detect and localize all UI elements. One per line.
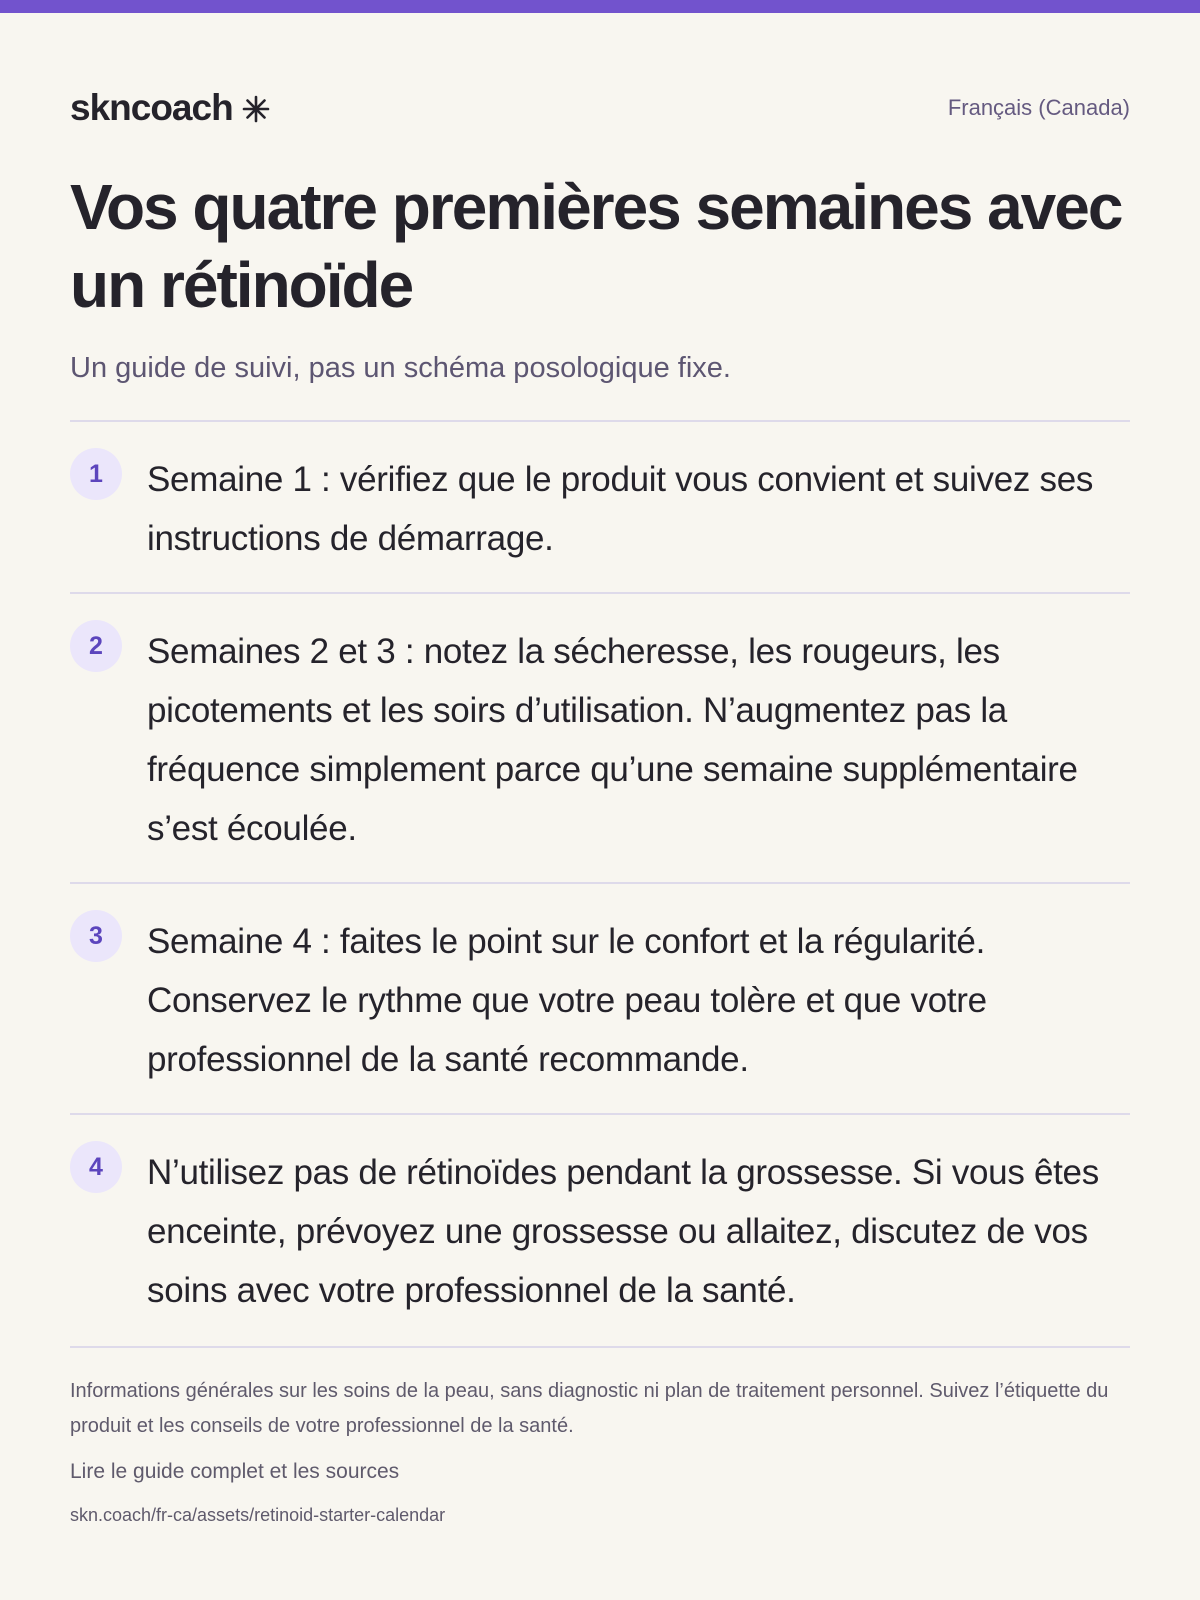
asset-url: skn.coach/fr-ca/assets/retinoid-starter-calendar	[70, 1505, 446, 1525]
step-number-badge: 2	[70, 620, 122, 672]
divider	[70, 420, 1130, 422]
language-selector[interactable]: Français (Canada)	[947, 95, 1130, 120]
step-number-badge: 3	[70, 910, 122, 962]
divider	[70, 1113, 1130, 1115]
step-text: Semaines 2 et 3 : notez la sécheresse, les rougeurs, les picotements et les soirs d’utilisation. N’augmentez pas la fréquence simplement parce qu’une semaine supplémentaire s’est écoulée.	[147, 632, 1078, 848]
disclaimer-text: Informations générales sur les soins de la peau, sans diagnostic ni plan de traitement personnel. Suivez l’étiquette du produit et les conseils de votre professionnel de la santé.	[70, 1380, 1109, 1437]
step-text: N’utilisez pas de rétinoïdes pendant la grossesse. Si vous êtes enceinte, prévoyez une grossesse ou allaitez, discutez de vos soins avec votre professionnel de la santé.	[147, 1153, 1099, 1310]
brand-logo[interactable]	[70, 84, 271, 132]
step-number-badge: 4	[70, 1141, 122, 1193]
top-accent-bar	[0, 0, 1200, 13]
step-number-badge: 1	[70, 448, 122, 500]
divider	[70, 1346, 1130, 1348]
step-text: Semaine 4 : faites le point sur le confort et la régularité. Conservez le rythme que votre peau tolère et que votre professionnel de la santé recommande.	[147, 922, 987, 1079]
header	[70, 84, 1130, 132]
asterisk-icon	[241, 94, 271, 124]
page-subtitle: Un guide de suivi, pas un schéma posologique fixe.	[70, 352, 731, 384]
page-title: Vos quatre premières semaines avec un rétinoïde	[70, 171, 1122, 321]
step-text: Semaine 1 : vérifiez que le produit vous convient et suivez ses instructions de démarrage.	[147, 460, 1094, 558]
divider	[70, 592, 1130, 594]
brand-name: skncoach	[70, 87, 233, 128]
full-guide-link[interactable]: Lire le guide complet et les sources	[70, 1460, 400, 1483]
divider	[70, 882, 1130, 884]
